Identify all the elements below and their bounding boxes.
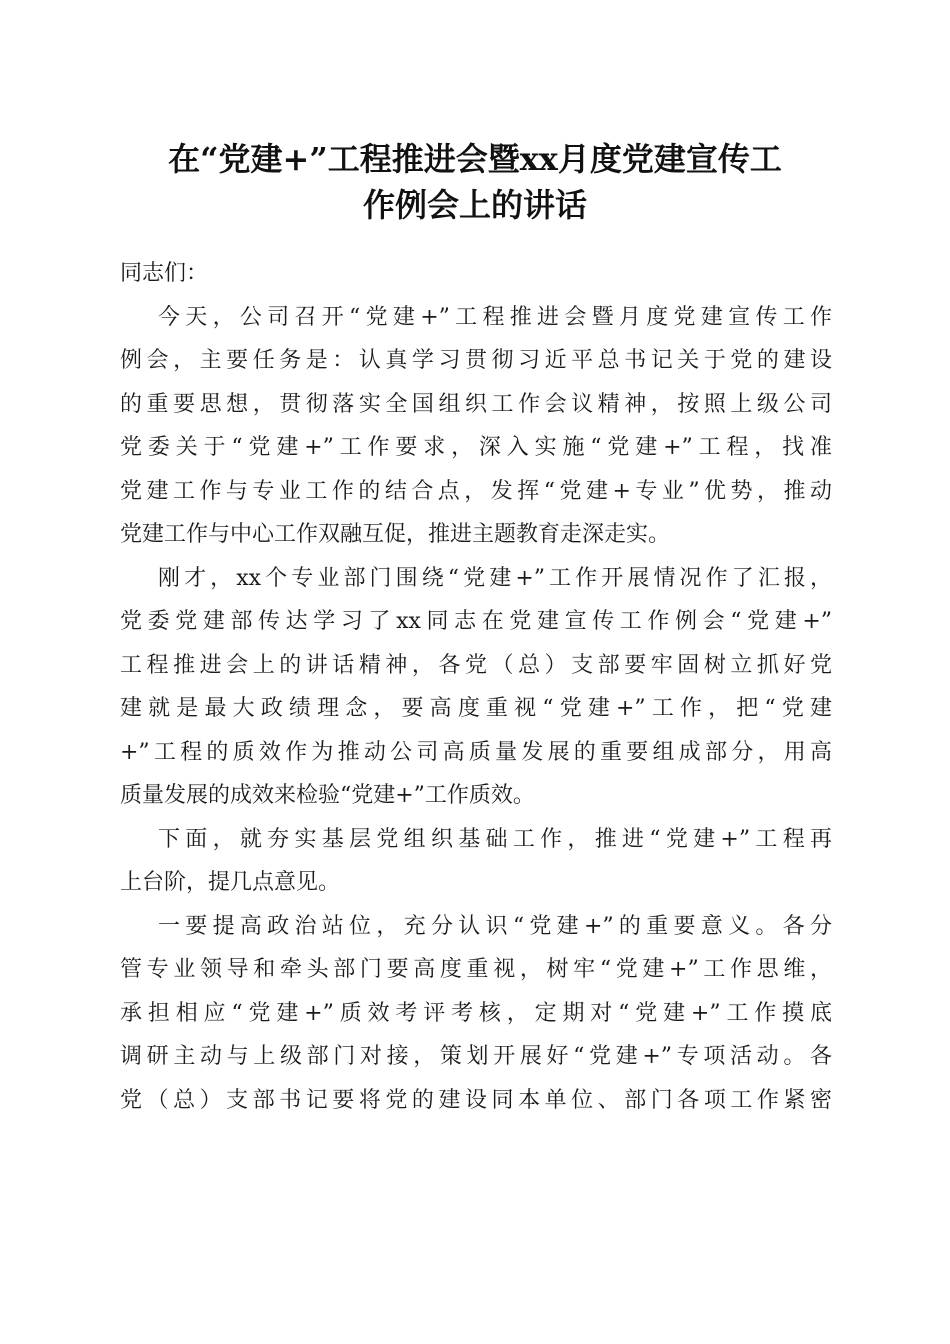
text-line: 管专业领导和牵头部门要高度重视，树牢“党建+”工作思维，	[120, 957, 832, 982]
text-line: 的重要思想，贯彻落实全国组织工作会议精神，按照上级公司	[120, 391, 832, 417]
text-line: 质量发展的成效来检验“党建+”工作质效。	[120, 783, 535, 808]
text-line: 工程推进会上的讲话精神，各党（总）支部要牢固树立抓好党	[120, 652, 832, 678]
text-line: 党（总）支部书记要将党的建设同本单位、部门各项工作紧密	[120, 1087, 832, 1113]
title-line: 作例会上的讲话	[362, 186, 587, 224]
paragraph-report	[120, 557, 832, 818]
text-line: 今天，公司召开“党建+”工程推进会暨月度党建宣传工作	[158, 304, 832, 330]
title-line: 在“党建+”工程推进会暨xx月度党建宣传工	[168, 140, 782, 178]
text-line: +”工程的质效作为推动公司高质量发展的重要组成部分，用高	[120, 739, 832, 765]
text-line: 建就是最大政绩理念，要高度重视“党建+”工作，把“党建	[120, 696, 832, 721]
text-line: 下面，就夯实基层党组织基础工作，推进“党建+”工程再	[158, 826, 832, 852]
text-line: 刚才，xx个专业部门围绕“党建+”工作开展情况作了汇报，	[158, 565, 832, 591]
paragraph-opening	[120, 296, 832, 557]
document-body	[120, 252, 832, 1122]
text-line: 上台阶，提几点意见。	[120, 870, 341, 895]
text-line: 承担相应“党建+”质效考评考核，定期对“党建+”工作摸底	[120, 1000, 832, 1026]
text-line: 调研主动与上级部门对接，策划开展好“党建+”专项活动。各	[120, 1044, 832, 1069]
document-title	[100, 136, 850, 228]
text-line: 党建工作与中心工作双融互促，推进主题教育走深走实。	[120, 522, 671, 547]
paragraph-point-one	[120, 905, 832, 1123]
text-line: 例会，主要任务是：认真学习贯彻习近平总书记关于党的建设	[120, 348, 832, 373]
text-line: 一要提高政治站位，充分认识“党建+”的重要意义。各分	[158, 913, 832, 939]
paragraph-transition	[120, 818, 832, 905]
text-line: 党委关于“党建+”工作要求，深入实施“党建+”工程，找准	[120, 435, 832, 460]
text-line: 党委党建部传达学习了xx同志在党建宣传工作例会“党建+”	[120, 609, 832, 634]
text-line: 党建工作与专业工作的结合点，发挥“党建+专业”优势，推动	[120, 478, 832, 504]
salutation: 同志们：	[120, 261, 209, 286]
